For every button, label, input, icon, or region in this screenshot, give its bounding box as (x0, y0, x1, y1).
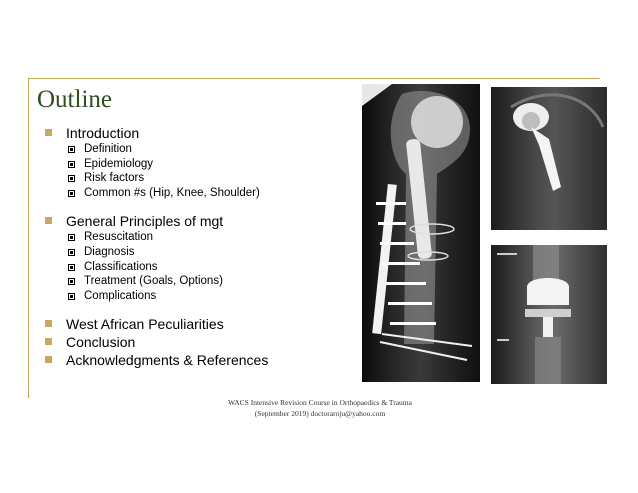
slide-title: Outline (37, 86, 112, 113)
checkbox-bullet-icon (68, 249, 75, 256)
square-bullet-icon (45, 129, 52, 136)
checkbox-bullet-icon (68, 175, 75, 182)
list-subitem: Complications (44, 289, 364, 304)
hip-arthroplasty-xray-image (491, 87, 607, 230)
square-bullet-icon (45, 320, 52, 327)
footer-line-1: WACS Intensive Revision Course in Orthopaedics & Trauma (228, 398, 412, 407)
list-subitem: Risk factors (44, 171, 364, 186)
list-item: Introduction (44, 124, 364, 142)
list-item: General Principles of mgt (44, 212, 364, 230)
list-subitem: Treatment (Goals, Options) (44, 274, 364, 289)
checkbox-bullet-icon (68, 278, 75, 285)
square-bullet-icon (45, 338, 52, 345)
square-bullet-icon (45, 217, 52, 224)
list-subitem: Definition (44, 142, 364, 157)
femur-plate-xray-image (362, 84, 480, 382)
list-subitem: Diagnosis (44, 245, 364, 260)
knee-arthroplasty-xray-image (491, 245, 607, 384)
checkbox-bullet-icon (68, 146, 75, 153)
outline-list (44, 124, 364, 369)
square-bullet-icon (45, 356, 52, 363)
left-rule (28, 78, 29, 398)
list-subitem: Classifications (44, 260, 364, 275)
list-subitem: Resuscitation (44, 230, 364, 245)
list-subitem: Epidemiology (44, 157, 364, 172)
list-item: West African Peculiarities (44, 315, 364, 333)
checkbox-bullet-icon (68, 264, 75, 271)
checkbox-bullet-icon (68, 161, 75, 168)
footer-line-2: (September 2019) doctoraroju@yahoo.com (254, 409, 386, 418)
list-subitem: Common #s (Hip, Knee, Shoulder) (44, 186, 364, 201)
checkbox-bullet-icon (68, 190, 75, 197)
checkbox-bullet-icon (68, 234, 75, 241)
top-rule (28, 78, 600, 79)
list-item: Acknowledgments & References (44, 351, 364, 369)
checkbox-bullet-icon (68, 293, 75, 300)
list-item: Conclusion (44, 333, 364, 351)
